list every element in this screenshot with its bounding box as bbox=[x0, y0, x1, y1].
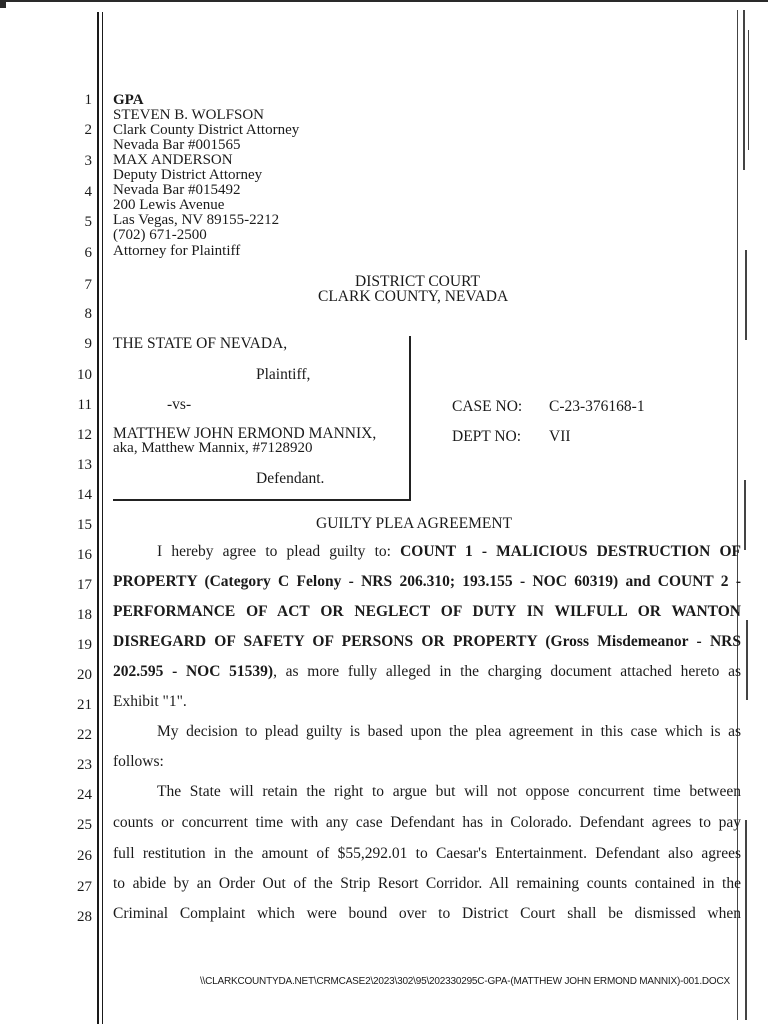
count-2-nrs: 202.595 - NOC 51539) bbox=[113, 663, 274, 680]
body-line-26: full restitution in the amount of $55,292.01 to Caesar's Entertainment. Defendant also agrees bbox=[113, 845, 741, 862]
line-number: 25 bbox=[77, 817, 92, 833]
line-number: 10 bbox=[77, 367, 92, 383]
attorney-bar-number: Nevada Bar #001565 bbox=[113, 137, 241, 153]
line-number: 3 bbox=[84, 153, 92, 169]
versus-label: -vs- bbox=[167, 396, 192, 413]
defendant-aka: aka, Matthew Mannix, #7128920 bbox=[113, 440, 313, 456]
body-line-20 bbox=[113, 663, 741, 681]
body-line-21: Exhibit "1". bbox=[113, 693, 187, 710]
right-margin-rule-segment bbox=[745, 250, 747, 340]
line-number: 8 bbox=[84, 306, 92, 322]
caption-divider-vertical bbox=[409, 336, 411, 500]
left-margin-rule bbox=[97, 12, 99, 1024]
line-number: 21 bbox=[77, 697, 92, 713]
phone-number: (702) 671-2500 bbox=[113, 227, 207, 243]
case-number: C-23-376168-1 bbox=[549, 398, 645, 415]
left-margin-rule-inner bbox=[102, 12, 103, 1024]
line-number: 13 bbox=[77, 457, 92, 473]
line-number: 26 bbox=[77, 848, 92, 864]
right-margin-rule-segment bbox=[743, 10, 745, 170]
line-number: 27 bbox=[77, 879, 92, 895]
line-number: 7 bbox=[84, 277, 92, 293]
court-name: DISTRICT COURT bbox=[355, 273, 480, 290]
right-margin-rule-segment bbox=[748, 30, 749, 150]
attorney-name: STEVEN B. WOLFSON bbox=[113, 107, 264, 123]
body-line-27: to abide by an Order Out of the Strip Resort Corridor. All remaining counts contained in the bbox=[113, 875, 741, 892]
defendant-role: Defendant. bbox=[256, 470, 325, 487]
attorney-title: Clark County District Attorney bbox=[113, 122, 300, 138]
plaintiff-name: THE STATE OF NEVADA, bbox=[113, 335, 288, 352]
line-number: 28 bbox=[77, 909, 92, 925]
line-number: 22 bbox=[77, 727, 92, 743]
plaintiff-role: Plaintiff, bbox=[256, 366, 311, 383]
line-number: 19 bbox=[77, 637, 92, 653]
body-line-25: counts or concurrent time with any case Defendant has in Colorado. Defendant agrees to pay bbox=[113, 814, 741, 831]
body-line-16 bbox=[157, 543, 741, 561]
deputy-name: MAX ANDERSON bbox=[113, 152, 233, 168]
dept-number: VII bbox=[549, 428, 571, 445]
body-line-17: PROPERTY (Category C Felony - NRS 206.310; 193.155 - NOC 60319) and COUNT 2 - bbox=[113, 573, 741, 590]
address-city: Las Vegas, NV 89155-2212 bbox=[113, 212, 280, 228]
line-number: 24 bbox=[77, 787, 92, 803]
scan-edge-top bbox=[0, 0, 768, 2]
right-margin-rule-segment bbox=[746, 620, 748, 700]
body-text: , as more fully alleged in the charging document attached hereto as bbox=[273, 663, 741, 680]
court-county: CLARK COUNTY, NEVADA bbox=[318, 288, 509, 305]
line-number: 5 bbox=[84, 214, 92, 230]
line-number: 23 bbox=[77, 757, 92, 773]
right-margin-rule-segment bbox=[745, 820, 747, 1020]
line-number: 6 bbox=[84, 245, 92, 261]
line-number: 11 bbox=[77, 397, 92, 413]
defendant-name: MATTHEW JOHN ERMOND MANNIX, bbox=[113, 425, 377, 442]
body-line-24: The State will retain the right to argue but will not oppose concurrent time between bbox=[157, 783, 741, 800]
line-number: 1 bbox=[84, 92, 92, 108]
right-margin-rule-segment bbox=[744, 480, 746, 550]
dept-number-label: DEPT NO: bbox=[452, 428, 522, 445]
body-line-18: PERFORMANCE OF ACT OR NEGLECT OF DUTY IN WILFULL OR WANTON bbox=[113, 603, 741, 620]
address-street: 200 Lewis Avenue bbox=[113, 197, 225, 213]
body-line-22: My decision to plead guilty is based upon the plea agreement in this case which is as bbox=[157, 723, 741, 740]
scan-mark bbox=[0, 0, 6, 8]
deputy-title: Deputy District Attorney bbox=[113, 167, 263, 183]
document-title: GUILTY PLEA AGREEMENT bbox=[316, 515, 513, 532]
line-number: 16 bbox=[77, 547, 92, 563]
body-line-19: DISREGARD OF SAFETY OF PERSONS OR PROPERTY (Gross Misdemeanor - NRS bbox=[113, 633, 741, 650]
count-1-text: COUNT 1 - MALICIOUS DESTRUCTION OF bbox=[400, 543, 741, 560]
right-margin-rule bbox=[737, 10, 738, 1020]
attorney-for: Attorney for Plaintiff bbox=[113, 243, 241, 259]
body-text: I hereby agree to plead guilty to: bbox=[157, 543, 401, 560]
line-number: 18 bbox=[77, 607, 92, 623]
line-number: 9 bbox=[84, 336, 92, 352]
line-number: 4 bbox=[84, 184, 92, 200]
line-number: 20 bbox=[77, 667, 92, 683]
caption-divider-horizontal bbox=[113, 499, 411, 501]
body-line-23: follows: bbox=[113, 753, 164, 770]
doc-type-code: GPA bbox=[113, 92, 144, 108]
case-number-label: CASE NO: bbox=[452, 398, 523, 415]
deputy-bar-number: Nevada Bar #015492 bbox=[113, 182, 241, 198]
line-number: 15 bbox=[77, 517, 92, 533]
line-number: 12 bbox=[77, 427, 92, 443]
line-number: 17 bbox=[77, 577, 92, 593]
line-number: 2 bbox=[84, 122, 92, 138]
line-number: 14 bbox=[77, 487, 92, 503]
body-line-28: Criminal Complaint which were bound over to District Court shall be dismissed when bbox=[113, 905, 741, 922]
file-path-footer: \\CLARKCOUNTYDA.NET\CRMCASE2\2023\302\95\202330295C-GPA-(MATTHEW JOHN ERMOND MANNIX)-001.DOCX bbox=[199, 976, 730, 987]
